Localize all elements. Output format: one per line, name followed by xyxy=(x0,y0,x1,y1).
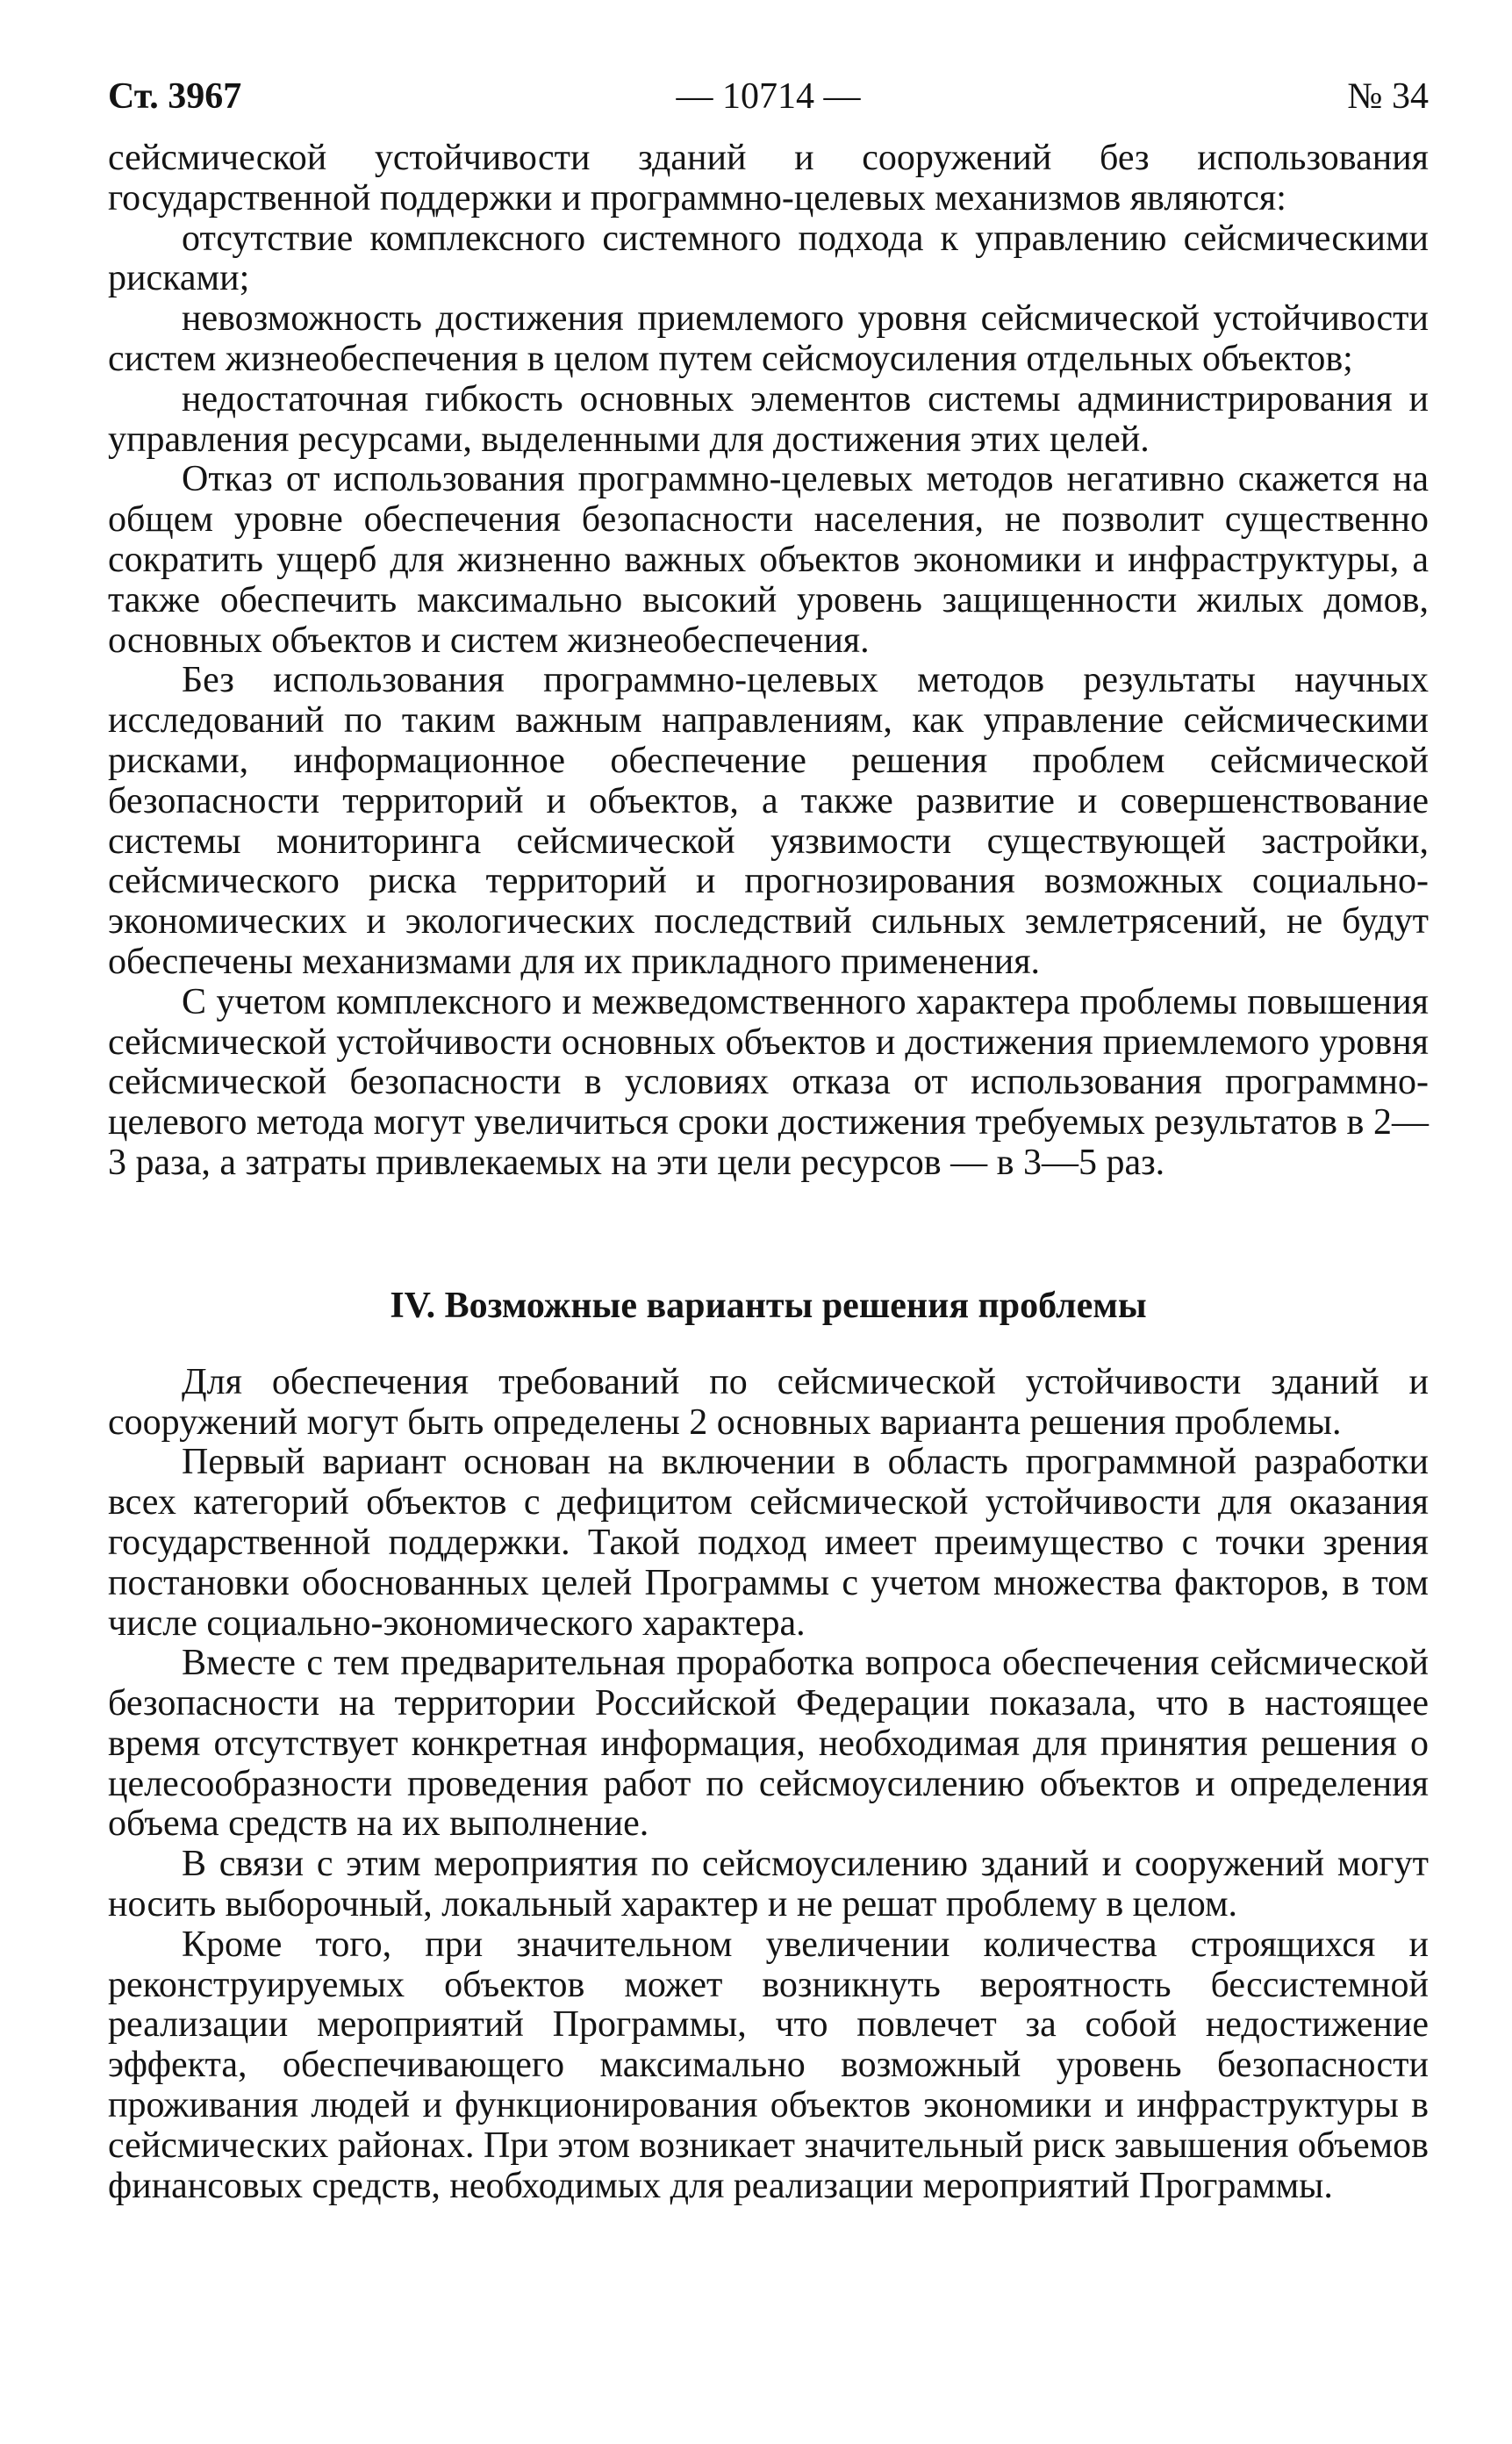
paragraph: сейсмической устойчивости зданий и сооружений без использования государственной поддержки и программно-целевых механизмов являются: xyxy=(108,138,1429,219)
document-body xyxy=(108,139,1429,2206)
paragraph: отсутствие комплексного системного подхода к управлению сейсмическими рисками; xyxy=(108,218,1429,299)
paragraph: Кроме того, при значительном увеличении количества строящихся и реконструируемых объектов может возникнуть вероятность бессистемной реализации мероприятий Программы, что повлечет за собой недостижение эффекта, обеспечивающего максимально возможный уровень безопасности проживания людей и функционирования объектов экономики и инфраструктуры в сейсмических районах. При этом возникает значительный риск завышения объемов финансовых средств, необходимых для реализации мероприятий Программы. xyxy=(108,1924,1430,2206)
paragraph: Без использования программно-целевых методов результаты научных исследований по таким важным направлениям, как управление сейсмическими рисками, информационное обеспечение решения проблем сейсмической безопасности территорий и объектов, а также развитие и совершенствование системы мониторинга сейсмической уязвимости существующей застройки, сейсмического риска территорий и прогнозирования возможных социально-экономических и экологических последствий сильных землетрясений, не будут обеспечены механизмами для их прикладного применения. xyxy=(108,660,1429,982)
paragraph: недостаточная гибкость основных элементов системы администрирования и управления ресурсами, выделенными для достижения этих целей. xyxy=(108,378,1429,460)
page-header xyxy=(108,70,1429,123)
issue-number: № 34 xyxy=(1347,76,1429,117)
page-number: — 10714 — xyxy=(676,76,861,117)
paragraph: Отказ от использования программно-целевых методов негативно скажется на общем уровне обеспечения безопасности населения, не позволит существенно сократить ущерб для жизненно важных объектов экономики и инфраструктуры, а также обеспечить максимально высокий уровень защищенности жилых домов, основных объектов и систем жизнеобеспечения. xyxy=(108,459,1429,661)
article-number: Ст. 3967 xyxy=(108,76,242,117)
paragraph: Вместе с тем предварительная проработка вопроса обеспечения сейсмической безопасности на территории Российской Федерации показала, что в настоящее время отсутствует конкретная информация, необходимая для принятия решения о целесообразности проведения работ по сейсмоусилению объектов и определения объема средств на их выполнение. xyxy=(108,1643,1429,1845)
paragraph: невозможность достижения приемлемого уровня сейсмической устойчивости систем жизнеобеспечения в целом путем сейсмоусиления отдельных объектов; xyxy=(108,298,1429,379)
document-page xyxy=(108,70,1429,2206)
paragraph: Для обеспечения требований по сейсмической устойчивости зданий и сооружений могут быть определены 2 основных варианта решения проблемы. xyxy=(108,1361,1429,1443)
paragraph: Первый вариант основан на включении в область программной разработки всех категорий объектов с дефицитом сейсмической устойчивости для оказания государственной поддержки. Такой подход имеет преимущество с точки зрения постановки обоснованных целей Программы с учетом множества факторов, в том числе социально-экономического характера. xyxy=(108,1442,1429,1644)
section-heading: IV. Возможные варианты решения проблемы xyxy=(390,1285,1147,1326)
paragraph: В связи с этим мероприятия по сейсмоусилению зданий и сооружений могут носить выборочный, локальный характер и не решат проблему в целом. xyxy=(108,1844,1429,1925)
paragraph: С учетом комплексного и межведомственного характера проблемы повышения сейсмической устойчивости основных объектов и достижения приемлемого уровня сейсмической безопасности в условиях отказа от использования программно-целевого метода могут увеличиться сроки достижения требуемых результатов в 2—3 раза, а затраты привлекаемых на эти цели ресурсов — в 3—5 раз. xyxy=(108,981,1429,1183)
